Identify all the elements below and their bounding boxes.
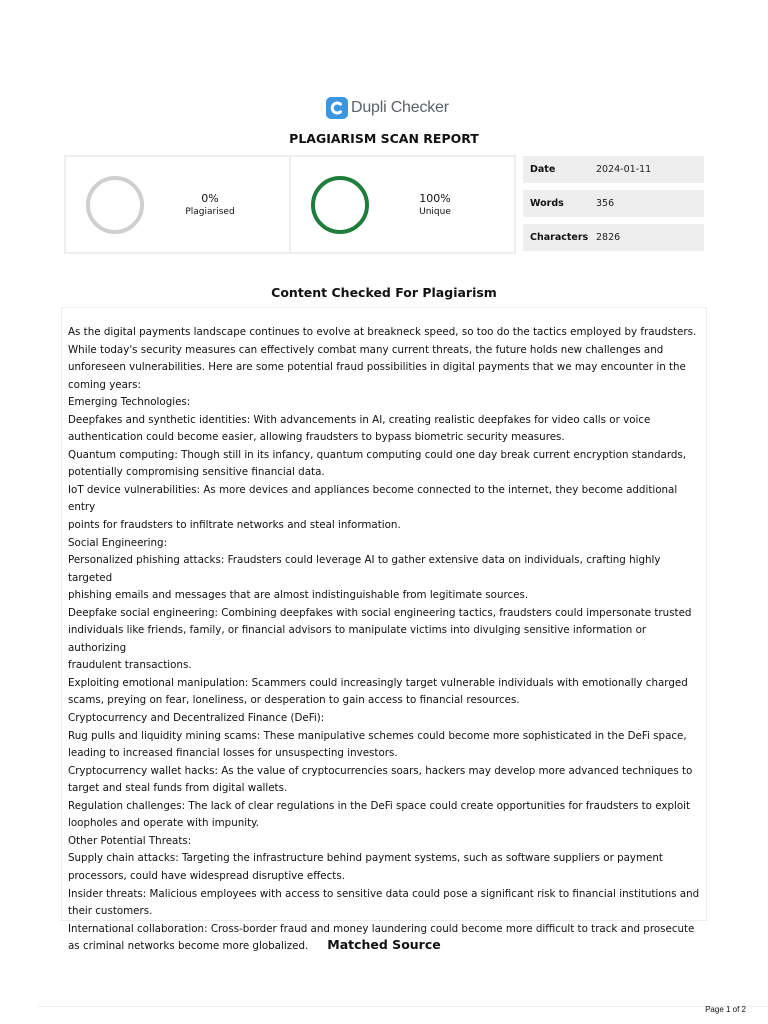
unique-label: Unique <box>419 207 451 217</box>
meta-row-date <box>523 156 704 183</box>
content-line: target and steal funds from digital wallets. <box>68 782 288 795</box>
plagiarised-ring <box>86 176 144 234</box>
content-line: International collaboration: Cross-border fraud and money laundering could become more difficult to track and prosecute <box>68 922 695 935</box>
meta-value: 2826 <box>596 232 621 243</box>
meta-key: Date <box>530 164 556 175</box>
meta-key: Characters <box>530 232 589 243</box>
content-line: as criminal networks become more globalized. <box>68 940 309 953</box>
content-line: As the digital payments landscape continues to evolve at breakneck speed, so too do the tactics employed by fraudsters. <box>68 326 697 338</box>
content-line: Deepfake social engineering: Combining deepfakes with social engineering tactics, fraudsters could impersonate trusted <box>68 606 692 619</box>
unique-panel <box>289 157 514 252</box>
meta-row-characters <box>523 224 704 251</box>
content-line: leading to increased financial losses for unsuspecting investors. <box>68 747 398 760</box>
content-line: fraudulent transactions. <box>68 659 192 672</box>
content-line: processors, could have widespread disruptive effects. <box>68 869 345 882</box>
content-line: IoT device vulnerabilities: As more devices and appliances become connected to the internet, they become additional entry <box>68 483 678 514</box>
logo-text: Dupli Checker <box>351 99 449 116</box>
content-line: points for fraudsters to infiltrate networks and steal information. <box>68 519 401 532</box>
content-line: potentially compromising sensitive financial data. <box>68 466 325 479</box>
content-line: Quantum computing: Though still in its infancy, quantum computing could one day break current encryption standards, <box>68 448 687 461</box>
meta-key: Words <box>530 198 564 209</box>
content-line: authentication could become easier, allowing fraudsters to bypass biometric security measures. <box>68 431 565 444</box>
report-title: PLAGIARISM SCAN REPORT <box>289 131 479 146</box>
unique-value: 100% <box>419 192 451 205</box>
dupli-checker-logo-icon <box>326 97 348 119</box>
content-line: Other Potential Threats: <box>68 834 192 847</box>
report-meta <box>523 156 704 258</box>
unique-ring <box>311 176 369 234</box>
meta-value: 356 <box>596 198 615 209</box>
content-line: Cryptocurrency and Decentralized Finance (DeFi): <box>68 712 325 725</box>
content-line: coming years: <box>68 378 141 391</box>
page-number: Page 1 of 2 <box>705 1005 746 1014</box>
dupli-checker-logo <box>326 96 449 120</box>
content-line: individuals like friends, family, or financial advisors to manipulate victims into divulging sensitive information or authorizing <box>68 624 647 654</box>
content-line: Personalized phishing attacks: Fraudsters could leverage AI to gather extensive data on individuals, crafting highly targeted <box>68 554 661 584</box>
plagiarised-value: 0% <box>201 192 219 205</box>
plagiarised-panel <box>66 157 289 252</box>
content-line: Insider threats: Malicious employees with access to sensitive data could pose a significant risk to financial institutions and <box>68 887 700 900</box>
content-line: Exploiting emotional manipulation: Scammers could increasingly target vulnerable individuals with emotionally charged <box>68 676 688 689</box>
footer-divider <box>38 1006 768 1007</box>
meta-row-words <box>523 190 704 217</box>
content-line: scams, preying on fear, loneliness, or desperation to gain access to financial resources. <box>68 694 520 707</box>
content-line: Social Engineering: <box>68 536 168 549</box>
plagiarised-label: Plagiarised <box>185 207 235 217</box>
score-summary <box>64 155 516 254</box>
content-section-title: Content Checked For Plagiarism <box>271 285 497 300</box>
content-line: Cryptocurrency wallet hacks: As the value of cryptocurrencies soars, hackers may develop more advanced techniques to <box>68 764 693 777</box>
meta-value: 2024-01-11 <box>596 164 652 175</box>
content-line: While today's security measures can effectively combat many current threats, the future holds new challenges and <box>68 343 664 356</box>
content-line: loopholes and operate with impunity. <box>68 817 260 830</box>
content-line: Emerging Technologies: <box>68 396 191 409</box>
content-line: Regulation challenges: The lack of clear regulations in the DeFi space could create opportunities for fraudsters to exploit <box>68 799 691 812</box>
content-line: phishing emails and messages that are almost indistinguishable from legitimate sources. <box>68 589 529 602</box>
content-line: unforeseen vulnerabilities. Here are some potential fraud possibilities in digital payments that we may encounter in the <box>68 361 686 374</box>
matched-source-title: Matched Source <box>327 937 441 952</box>
content-line: Rug pulls and liquidity mining scams: These manipulative schemes could become more sophisticated in the DeFi space, <box>68 729 687 742</box>
content-line: Deepfakes and synthetic identities: With advancements in AI, creating realistic deepfakes for video calls or voice <box>68 413 651 426</box>
content-line: Supply chain attacks: Targeting the infrastructure behind payment systems, such as software suppliers or payment <box>68 852 663 865</box>
content-line: their customers. <box>68 905 153 918</box>
